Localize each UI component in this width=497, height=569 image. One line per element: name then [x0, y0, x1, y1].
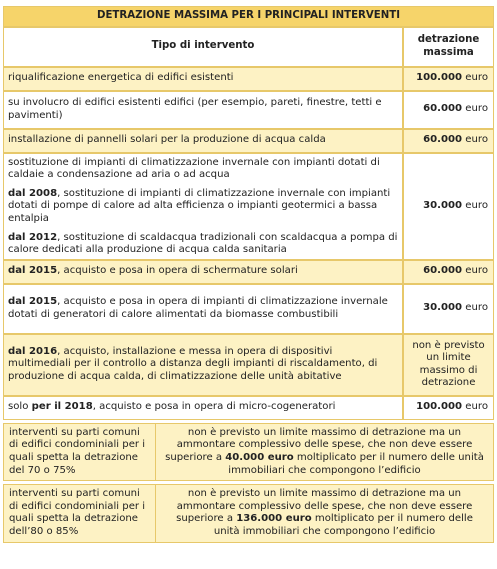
row-text	[3, 334, 403, 396]
amount-unit: euro	[465, 265, 489, 277]
paragraph: sostituzione di impianti di climatizzazione invernale con impianti dotati di caldaie a condensazione ad aria o ad acqua	[8, 156, 380, 181]
year-label: per il 2018	[31, 401, 93, 413]
row-text	[3, 396, 403, 420]
row-text-body: , acquisto, installazione e messa in opera di dispositivi multimediali per il controllo a distanza degli impianti di riscaldamento, di produzione di acqua calda, di climatizzazione delle unità abitative	[8, 345, 378, 383]
row-text-body: , acquisto e posa in opera di impianti di climatizzazione invernale dotati di generatori di calore alimentati da biomasse combustibili	[8, 296, 388, 320]
row-amount	[403, 396, 494, 420]
amount-unit: euro	[465, 199, 489, 211]
table-title: DETRAZIONE MASSIMA PER I PRINCIPALI INTERVENTI	[3, 6, 494, 27]
table-row	[3, 396, 494, 420]
row-text-multi	[3, 153, 403, 260]
table-row	[3, 260, 494, 284]
paragraph	[8, 188, 398, 226]
row-text	[3, 284, 403, 334]
year-label: dal 2012	[8, 231, 58, 243]
table-row	[3, 129, 494, 153]
amount-value: 30.000	[423, 199, 463, 211]
table-row	[3, 91, 494, 129]
table-row	[3, 334, 494, 396]
column-header-amount: detrazione massima	[403, 27, 494, 67]
condominio-row	[3, 423, 494, 481]
row-note: non è previsto un limite massimo di detrazione	[403, 334, 494, 396]
table-row	[3, 67, 494, 91]
row-text: installazione di pannelli solari per la produzione di acqua calda	[3, 129, 403, 153]
amount-unit: euro	[465, 103, 489, 115]
row-amount	[403, 91, 494, 129]
paragraph-text: , sostituzione di impianti di climatizzazione invernale con impianti dotati di pompe di calore ad alta efficienza o impianti geotermici a bassa entalpia	[8, 187, 391, 224]
year-label: dal 2008	[8, 187, 58, 199]
condominio-row	[3, 484, 494, 542]
year-label: dal 2015	[8, 296, 58, 308]
amount-value: 100.000	[416, 72, 463, 84]
amount-value: 60.000	[423, 134, 463, 146]
condominio-text-a: non è previsto un limite massimo di detrazione ma un ammontare complessivo delle spese, che non deve essere superiore a	[176, 488, 473, 525]
deduction-table	[3, 6, 494, 543]
condominio-left-text: interventi su parti comuni di edifici condominiali per i quali spetta la detrazione dell’80 o 85%	[4, 485, 156, 541]
table-row	[3, 284, 494, 334]
condominio-left-text: interventi su parti comuni di edifici condominiali per i quali spetta la detrazione del 70 o 75%	[4, 424, 156, 480]
deduction-table-container	[3, 6, 494, 543]
condominio-right-text	[156, 424, 494, 480]
row-amount	[403, 67, 494, 91]
row-text: riqualificazione energetica di edifici esistenti	[3, 67, 403, 91]
amount-unit: euro	[465, 134, 489, 146]
row-amount	[403, 129, 494, 153]
row-text-prefix: solo	[8, 401, 32, 413]
row-text-body: , acquisto e posa in opera di schermature solari	[57, 265, 298, 277]
table-row	[3, 153, 494, 260]
condominio-text-b: moltiplicato per il numero delle unità immobiliari che compongono l’edificio	[228, 451, 484, 476]
amount-value: 30.000	[423, 302, 463, 314]
amount-value: 60.000	[423, 265, 463, 277]
row-amount	[403, 260, 494, 284]
amount-unit: euro	[465, 302, 489, 314]
row-amount	[403, 284, 494, 334]
row-text-body: , acquisto e posa in opera di micro-cogeneratori	[92, 401, 336, 413]
condominio-text-a: non è previsto un limite massimo di detrazione ma un ammontare complessivo delle spese, che non deve essere superiore a	[165, 426, 473, 463]
amount-unit: euro	[465, 72, 489, 84]
paragraph-text: , sostituzione di scaldacqua tradizionali con scaldacqua a pompa di calore dedicati alla produzione di acqua calda sanitaria	[8, 231, 398, 256]
amount-value: 60.000	[423, 103, 463, 115]
condominio-text-b: moltiplicato per il numero delle unità immobiliari che compongono l’edificio	[213, 513, 473, 537]
condominio-limit: 136.000 euro	[236, 513, 312, 525]
year-label: dal 2015	[8, 265, 58, 277]
condominio-limit: 40.000 euro	[225, 451, 294, 463]
row-amount	[403, 153, 494, 260]
row-text	[3, 260, 403, 284]
paragraph	[8, 232, 398, 257]
year-label: dal 2016	[8, 345, 58, 357]
column-header-type: Tipo di intervento	[3, 27, 403, 67]
amount-value: 100.000	[416, 401, 463, 413]
condominio-right-text	[156, 485, 494, 541]
row-text: su involucro di edifici esistenti edifici (per esempio, pareti, finestre, tetti e pavimenti)	[3, 91, 403, 129]
amount-unit: euro	[465, 401, 489, 413]
